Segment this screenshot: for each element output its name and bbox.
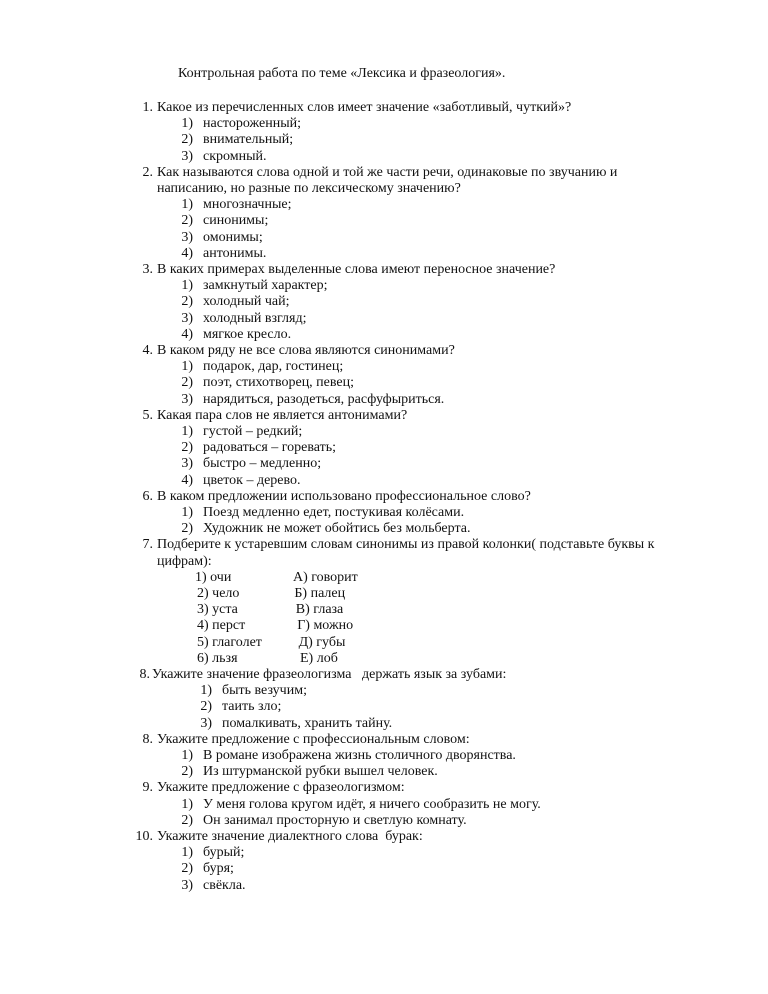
option-text: внимательный; xyxy=(203,132,294,147)
option-number: 1) xyxy=(181,424,193,439)
option-text: помалкивать, хранить тайну. xyxy=(222,716,393,731)
option-number: 2) xyxy=(181,813,193,828)
option-text: холодный взгляд; xyxy=(203,311,307,326)
question-text: цифрам): xyxy=(157,554,212,569)
option-number: 2) xyxy=(181,132,193,147)
question-text: Укажите предложение с профессиональным словом: xyxy=(157,732,470,747)
match-right-item: А) говорит xyxy=(293,570,358,585)
question-text: Как называются слова одной и той же части речи, одинаковые по звучанию и xyxy=(157,165,618,180)
question-text: В каком ряду не все слова являются синонимами? xyxy=(157,343,455,358)
option-number: 2) xyxy=(200,699,212,714)
option-text: быть везучим; xyxy=(222,683,307,698)
question-number: 4. xyxy=(142,343,153,358)
match-left-item: 5) глаголет xyxy=(197,635,262,650)
match-left-item: 2) чело xyxy=(197,586,240,601)
question-text: Укажите значение фразеологизма держать язык за зубами: xyxy=(152,667,507,682)
question-number: 2. xyxy=(142,165,153,180)
option-number: 2) xyxy=(181,861,193,876)
option-text: таить зло; xyxy=(222,699,282,714)
option-text: Поезд медленно едет, постукивая колёсами. xyxy=(203,505,465,520)
question-number: 8. xyxy=(139,667,150,682)
match-left-item: 4) перст xyxy=(197,618,246,633)
option-number: 1) xyxy=(181,797,193,812)
option-number: 2) xyxy=(181,294,193,309)
option-text: цветок – дерево. xyxy=(203,473,301,488)
option-number: 2) xyxy=(181,213,193,228)
question-text: Какая пара слов не является антонимами? xyxy=(157,408,408,423)
option-number: 2) xyxy=(181,521,193,536)
option-text: подарок, дар, гостинец; xyxy=(203,359,344,374)
question-text: Подберите к устаревшим словам синонимы из правой колонки( подставьте буквы к xyxy=(157,537,655,552)
question-number: 7. xyxy=(142,537,153,552)
option-number: 3) xyxy=(181,230,193,245)
option-number: 3) xyxy=(181,311,193,326)
option-number: 1) xyxy=(181,505,193,520)
question-number: 1. xyxy=(142,100,153,115)
match-left-item: 3) уста xyxy=(197,602,238,617)
option-text: В романе изображена жизнь столичного дворянства. xyxy=(203,748,516,763)
option-text: густой – редкий; xyxy=(203,424,303,439)
option-text: скромный. xyxy=(203,149,267,164)
option-text: холодный чай; xyxy=(203,294,290,309)
option-number: 1) xyxy=(181,197,193,212)
document-title: Контрольная работа по теме «Лексика и фразеология». xyxy=(178,66,506,81)
option-text: синонимы; xyxy=(203,213,269,228)
option-number: 3) xyxy=(181,878,193,893)
option-text: свёкла. xyxy=(203,878,246,893)
option-number: 4) xyxy=(181,246,193,261)
option-text: антонимы. xyxy=(203,246,267,261)
option-text: замкнутый характер; xyxy=(203,278,328,293)
question-text: Укажите значение диалектного слова бурак: xyxy=(157,829,423,844)
option-text: Он занимал просторную и светлую комнату. xyxy=(203,813,467,828)
option-text: поэт, стихотворец, певец; xyxy=(203,375,355,390)
option-text: омонимы; xyxy=(203,230,263,245)
option-text: У меня голова кругом идёт, я ничего сообразить не могу. xyxy=(203,797,541,812)
option-number: 3) xyxy=(200,716,212,731)
question-number: 6. xyxy=(142,489,153,504)
option-text: нарядиться, разодеться, расфуфыриться. xyxy=(203,392,445,407)
match-right-item: Б) палец xyxy=(294,586,346,601)
option-number: 2) xyxy=(181,375,193,390)
match-right-item: Д) губы xyxy=(298,635,346,650)
option-text: бурый; xyxy=(203,845,245,860)
question-number: 5. xyxy=(142,408,153,423)
question-number: 10. xyxy=(135,829,153,844)
question-text: В каком предложении использовано профессиональное слово? xyxy=(157,489,531,504)
question-number: 3. xyxy=(142,262,153,277)
option-number: 1) xyxy=(181,278,193,293)
option-text: буря; xyxy=(203,861,234,876)
match-right-item: Е) лоб xyxy=(300,651,338,666)
option-number: 2) xyxy=(181,440,193,455)
option-number: 1) xyxy=(181,845,193,860)
question-text: В каких примерах выделенные слова имеют переносное значение? xyxy=(157,262,556,277)
option-number: 4) xyxy=(181,327,193,342)
question-text: Какое из перечисленных слов имеет значение «заботливый, чуткий»? xyxy=(157,100,572,115)
question-number: 8. xyxy=(142,732,153,747)
match-right-item: Г) можно xyxy=(297,618,354,633)
option-text: настороженный; xyxy=(203,116,301,131)
question-number: 9. xyxy=(142,780,153,795)
option-text: Художник не может обойтись без мольберта. xyxy=(203,521,471,536)
question-text: написанию, но разные по лексическому значению? xyxy=(157,181,461,196)
option-text: быстро – медленно; xyxy=(203,456,322,471)
option-number: 1) xyxy=(200,683,212,698)
option-number: 2) xyxy=(181,764,193,779)
option-number: 4) xyxy=(181,473,193,488)
option-number: 1) xyxy=(181,748,193,763)
match-left-item: 6) льзя xyxy=(197,651,238,666)
option-number: 3) xyxy=(181,149,193,164)
option-text: многозначные; xyxy=(203,197,292,212)
option-number: 1) xyxy=(181,116,193,131)
option-text: радоваться – горевать; xyxy=(203,440,337,455)
option-number: 3) xyxy=(181,456,193,471)
option-text: Из штурманской рубки вышел человек. xyxy=(203,764,438,779)
match-right-item: В) глаза xyxy=(295,602,344,617)
option-text: мягкое кресло. xyxy=(203,327,292,342)
question-text: Укажите предложение с фразеологизмом: xyxy=(157,780,405,795)
option-number: 1) xyxy=(181,359,193,374)
match-left-item: 1) очи xyxy=(195,570,232,585)
option-number: 3) xyxy=(181,392,193,407)
